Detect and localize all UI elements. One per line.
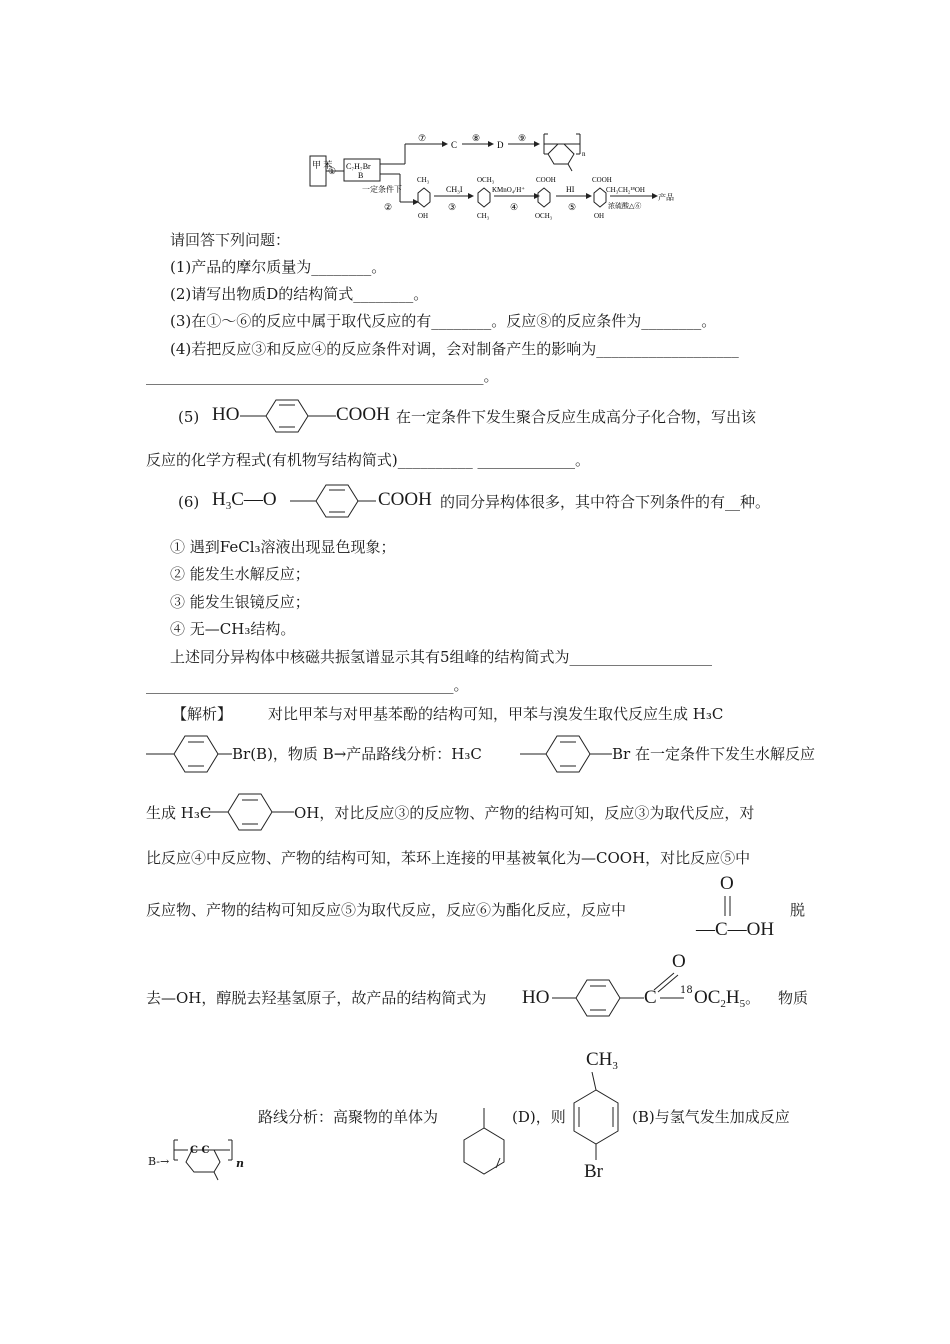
c3-och3: OCH₃ (535, 212, 553, 220)
question-6-nmr-line2: _________________________________________。 (146, 676, 469, 694)
c1-ch3: CH₃ (417, 176, 430, 184)
c4-cooh: COOH (592, 176, 612, 184)
step3-label: ③ (448, 202, 457, 212)
b-benzene-ring (566, 1072, 630, 1168)
carboxyl-o: O (720, 873, 734, 894)
q5-ho: HO (212, 404, 240, 425)
analysis-ring-3 (200, 792, 300, 836)
b-br: Br (584, 1161, 603, 1182)
c2-ch3: CH₃ (477, 212, 490, 220)
question-5-line2: 反应的化学方程式(有机物写结构简式)__________ _____________。 (146, 451, 590, 469)
cond2-label: 一定条件下 (362, 185, 402, 194)
product-ho: HO (522, 987, 550, 1008)
b-polymer-n: n (236, 1157, 244, 1170)
c-label: C (451, 140, 458, 150)
polymer-n: n (582, 150, 586, 158)
step1-label: ① (328, 166, 337, 176)
analysis-ring-2 (518, 734, 618, 778)
b-formula: C₇H₇Br (346, 162, 371, 171)
q6-benzene-ring (290, 483, 390, 519)
acid-label: 浓硫酸△⑥ (608, 202, 642, 210)
ch3i-label: CH₃I (446, 185, 463, 194)
analysis-p3b: OH，对比反应③的反应物、产物的结构可知，反应③为取代反应，对 (294, 804, 755, 822)
analysis-ring-1 (146, 734, 236, 778)
c1-ring (418, 188, 430, 207)
analysis-p7c: (B)与氢气发生加成反应 (632, 1108, 790, 1126)
question-6-number: (6) (178, 493, 200, 511)
question-4-line1: (4)若把反应③和反应④的反应条件对调，会对制备产生的影响为___________________ (170, 340, 739, 358)
question-1: (1)产品的摩尔质量为________。 (170, 258, 387, 276)
b-label: B (358, 171, 364, 180)
reaction-scheme (300, 126, 680, 222)
analysis-p5-end: 脱 (790, 901, 806, 919)
analysis-p7b: (D)，则 (512, 1108, 566, 1126)
polymer-structure (544, 134, 580, 171)
c4-ring (594, 188, 606, 207)
product-o18-label: 18 (680, 985, 693, 996)
intro-text: 请回答下列问题： (170, 231, 291, 249)
step9-label: ⑨ (518, 133, 527, 143)
step4-label: ④ (510, 202, 519, 212)
question-5-text: 在一定条件下发生聚合反应生成高分子化合物，写出该 (396, 408, 757, 426)
q5-benzene-ring (240, 398, 340, 434)
condition-1: ① 遇到FeCl₃溶液出现显色现象； (170, 538, 396, 556)
carboxyl-c-oh: —C—OH (696, 919, 775, 940)
condition-3: ③ 能发生银镜反应； (170, 593, 310, 611)
d-label: D (497, 140, 504, 150)
analysis-p4: 比反应④中反应物、产物的结构可知，苯环上连接的甲基被氧化为—COOH，对比反应⑤中 (146, 849, 751, 867)
q6-cooh: COOH (378, 489, 432, 510)
kmno4-label: KMnO₄/H⁺ (492, 186, 525, 194)
step8-label: ⑧ (472, 133, 481, 143)
product-c: C (644, 987, 657, 1008)
c4-oh: OH (594, 212, 605, 220)
analysis-p6-end: 物质 (778, 989, 809, 1007)
q6-h3c-o: $H_3C—O$ (212, 489, 277, 512)
step5-label: ⑤ (568, 202, 577, 212)
c2-ring (478, 188, 490, 207)
b-polymer-cc: C C (190, 1145, 210, 1156)
hi-label: HI (566, 185, 575, 194)
monomer-structure (456, 1106, 516, 1178)
question-5-number: (5) (178, 408, 200, 426)
step2-label: ② (384, 202, 393, 212)
b-ch3: $CH_3$ (586, 1049, 618, 1072)
carboxyl-double-bond (722, 894, 734, 918)
analysis-p6: 去—OH，醇脱去羟基氢原子，故产品的结构简式为 (146, 989, 487, 1007)
ethanol-label: CH₃CH₂¹⁸OH (606, 186, 645, 194)
analysis-tag: 【解析】 (172, 705, 233, 723)
question-6-text: 的同分异构体很多，其中符合下列条件的有__种。 (440, 493, 771, 511)
b-arrow-label: B-→ (148, 1155, 170, 1168)
analysis-p2b: Br 在一定条件下发生水解反应 (612, 745, 815, 763)
toluene-label: 甲 苯 (312, 160, 333, 170)
product-label: 产品 (658, 193, 674, 202)
analysis-p7a: 路线分析：高聚物的单体为 (258, 1108, 439, 1126)
product-oc2h5: $OC_2H_5$。 (694, 987, 761, 1010)
c3-cooh: COOH (536, 176, 556, 184)
condition-2: ② 能发生水解反应； (170, 565, 310, 583)
analysis-p5: 反应物、产物的结构可知反应⑤为取代反应，反应⑥为酯化反应，反应中 (146, 901, 627, 919)
question-6-nmr-line1: 上述同分异构体中核磁共振氢谱显示其有5组峰的结构简式为___________________ (170, 648, 713, 666)
analysis-p2a: Br(B)，物质 B→产品路线分析：H₃C (232, 745, 482, 763)
c3-ring (538, 188, 550, 207)
question-4-line2: _____________________________________________。 (146, 367, 499, 385)
question-2: (2)请写出物质D的结构简式________。 (170, 285, 429, 303)
condition-4: ④ 无—CH₃结构。 (170, 620, 296, 638)
analysis-p1: 对比甲苯与对甲基苯酚的结构可知，甲苯与溴发生取代反应生成 H₃C (268, 705, 724, 723)
c1-oh: OH (418, 212, 429, 220)
q5-cooh: COOH (336, 404, 390, 425)
step7-label: ⑦ (418, 133, 427, 143)
product-benzene-ring (552, 976, 652, 1022)
c2-och3: OCH₃ (477, 176, 495, 184)
question-3: (3)在①～⑥的反应中属于取代反应的有________。反应⑧的反应条件为________。 (170, 312, 717, 330)
product-o: O (672, 951, 686, 972)
analysis-p3a: 生成 H₃C (146, 804, 212, 822)
